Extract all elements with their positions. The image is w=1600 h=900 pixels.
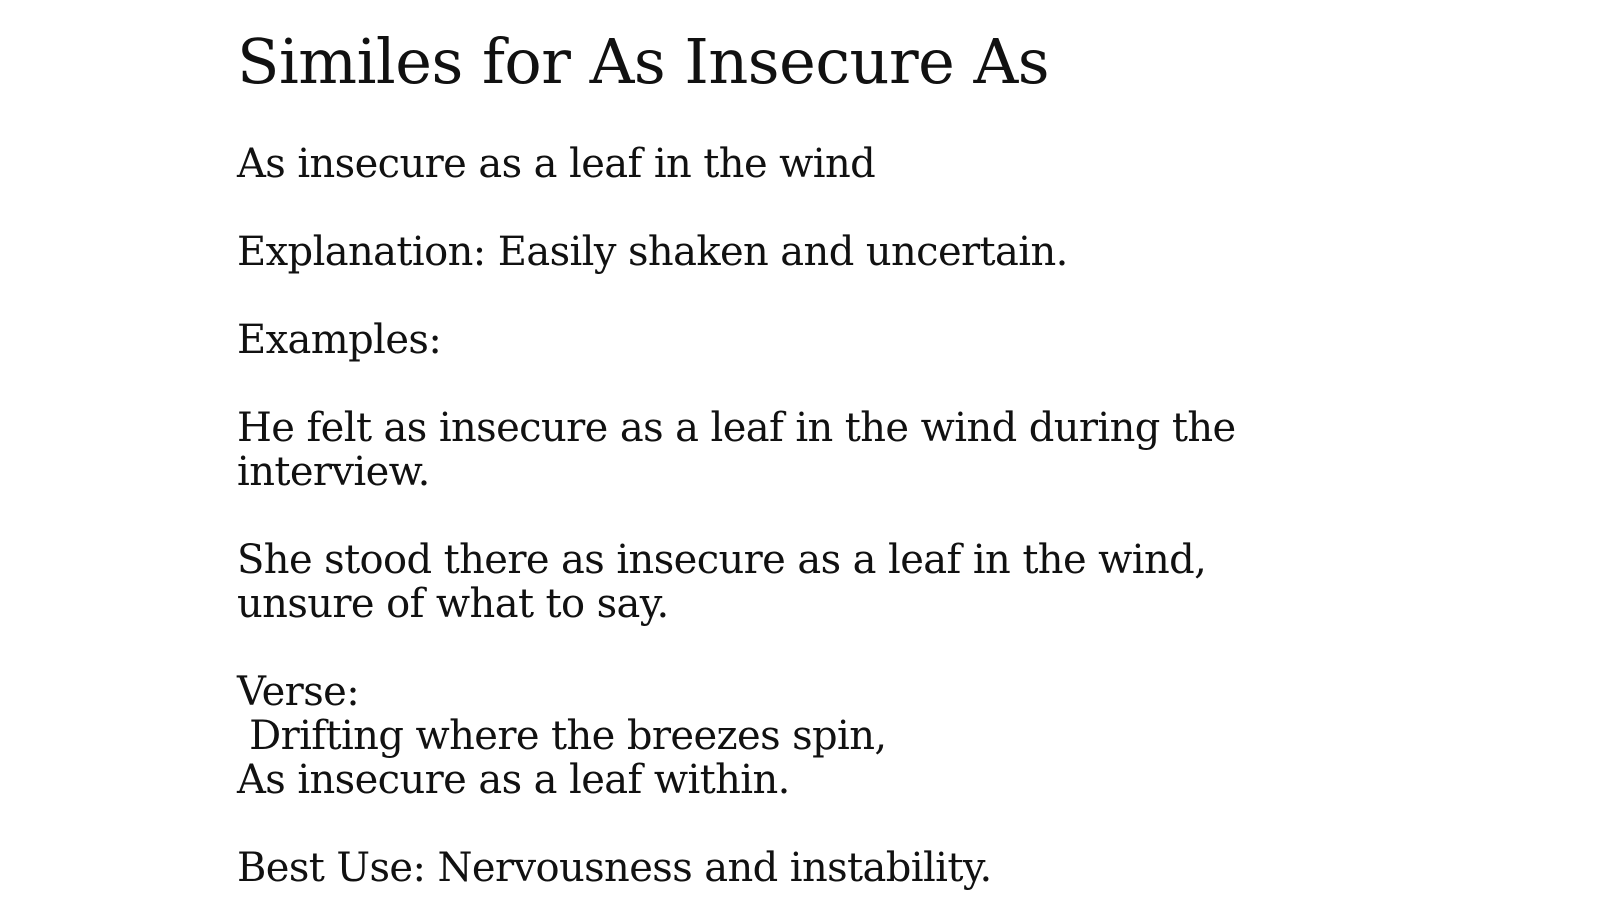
example-sentence-2: She stood there as insecure as a leaf in the wind, unsure of what to say. — [237, 537, 1207, 627]
best-use-text: Best Use: Nervousness and instability. — [237, 845, 992, 891]
example-sentence-1: He felt as insecure as a leaf in the wind during the interview. — [237, 405, 1236, 495]
explanation-text: Explanation: Easily shaken and uncertain. — [237, 229, 1068, 275]
page-title: Similes for As Insecure As — [237, 25, 1050, 98]
simile-phrase: As insecure as a leaf in the wind — [237, 141, 876, 187]
verse-line-1: Drifting where the breezes spin, — [237, 713, 887, 759]
verse-heading: Verse: — [237, 669, 360, 715]
verse-block — [237, 670, 1300, 802]
examples-heading: Examples: — [237, 317, 442, 363]
verse-line-2: As insecure as a leaf within. — [237, 757, 790, 803]
